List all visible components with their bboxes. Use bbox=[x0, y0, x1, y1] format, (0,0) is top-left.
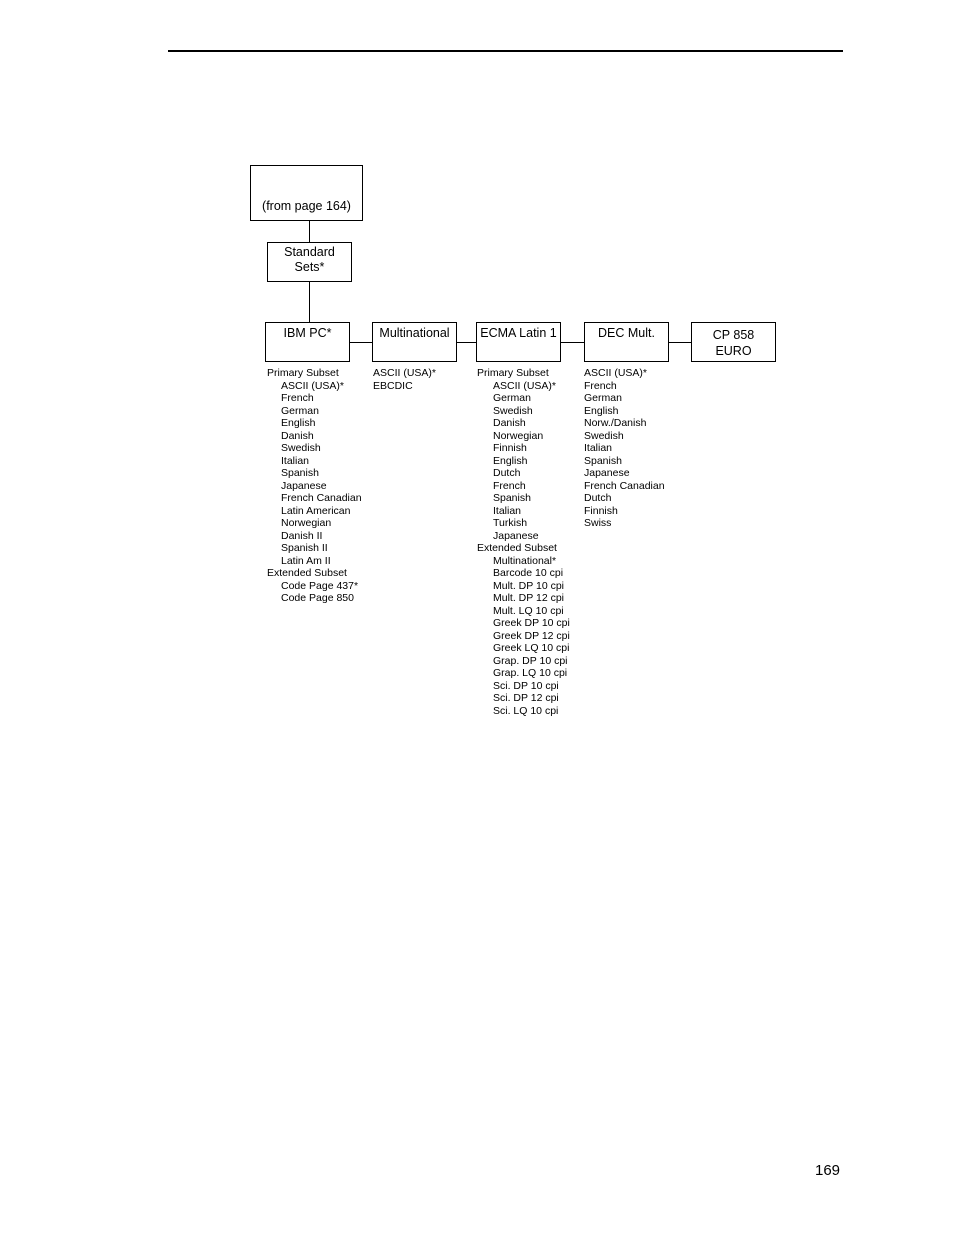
standard-sets-box bbox=[267, 242, 352, 282]
list-heading: Dutch bbox=[584, 492, 612, 504]
from-page-label: (from page 164) bbox=[262, 199, 351, 213]
list-item: ASCII (USA)* bbox=[281, 379, 345, 392]
list-item: Greek DP 10 cpi bbox=[493, 617, 570, 629]
cp858-label-line2: EURO bbox=[715, 344, 752, 358]
list-item: Danish bbox=[493, 417, 526, 429]
connector-dec-cp858 bbox=[669, 342, 691, 343]
ecma-latin-subset-list bbox=[477, 367, 570, 717]
list-item: Grap. DP 10 cpi bbox=[493, 654, 568, 667]
list-item: Latin Am II bbox=[281, 554, 331, 567]
list-item: Norwegian bbox=[493, 429, 544, 442]
list-item: Dutch bbox=[493, 467, 521, 479]
list-heading: Finnish bbox=[584, 504, 618, 517]
list-item: Code Page 850 bbox=[281, 592, 354, 604]
header-rule bbox=[168, 50, 843, 52]
connector-ibm-multinational bbox=[350, 342, 372, 343]
connector-multinational-ecma bbox=[457, 342, 476, 343]
list-item: Spanish bbox=[281, 467, 319, 479]
list-heading: French Canadian bbox=[584, 479, 665, 492]
list-item: French bbox=[281, 392, 314, 404]
list-item: Swedish bbox=[281, 442, 321, 454]
list-item: Japanese bbox=[493, 529, 539, 542]
list-heading: Norw./Danish bbox=[584, 417, 647, 429]
list-item: Swedish bbox=[493, 404, 533, 417]
list-item: Multinational* bbox=[493, 554, 557, 567]
list-heading: ASCII (USA)* bbox=[584, 367, 648, 379]
list-heading: EBCDIC bbox=[373, 379, 413, 392]
cp858-label-line1: CP 858 bbox=[712, 328, 755, 342]
ecma-latin-label: ECMA Latin 1 bbox=[480, 326, 557, 340]
list-item: English bbox=[281, 417, 316, 429]
list-item: Spanish II bbox=[281, 542, 328, 554]
list-item: French Canadian bbox=[281, 492, 362, 504]
list-heading: French bbox=[584, 379, 617, 392]
list-item: Italian bbox=[493, 504, 522, 517]
dec-mult-label: DEC Mult. bbox=[598, 326, 655, 340]
connector-ecma-dec bbox=[561, 342, 584, 343]
list-item: English bbox=[493, 454, 528, 467]
cp858-euro-box bbox=[691, 322, 776, 362]
list-heading: Italian bbox=[584, 442, 613, 454]
list-heading: German bbox=[584, 392, 622, 404]
list-item: Danish II bbox=[281, 529, 323, 542]
list-item: Greek LQ 10 cpi bbox=[493, 642, 570, 654]
list-item: Mult. LQ 10 cpi bbox=[493, 604, 564, 617]
list-heading: English bbox=[584, 404, 619, 417]
page-number: 169 bbox=[815, 1162, 841, 1179]
list-item: Latin American bbox=[281, 504, 351, 517]
list-item: Mult. DP 12 cpi bbox=[493, 592, 565, 604]
list-item: Greek DP 12 cpi bbox=[493, 629, 570, 642]
list-heading: Swedish bbox=[584, 429, 624, 442]
connector-standard-ibm bbox=[309, 282, 310, 322]
list-heading: Primary Subset bbox=[267, 367, 339, 379]
connector-from-standard bbox=[309, 221, 310, 242]
list-item: Finnish bbox=[493, 442, 527, 454]
list-heading: Spanish bbox=[584, 454, 622, 467]
list-item: Barcode 10 cpi bbox=[493, 567, 564, 579]
standard-sets-label-line1: Standard bbox=[284, 245, 335, 259]
list-heading: Japanese bbox=[584, 467, 630, 479]
list-heading: ASCII (USA)* bbox=[373, 367, 437, 379]
ecma-latin-box bbox=[476, 322, 561, 362]
ibm-pc-box bbox=[265, 322, 350, 362]
list-item: French bbox=[493, 479, 526, 492]
list-item: Spanish bbox=[493, 492, 531, 504]
list-item: Japanese bbox=[281, 479, 327, 492]
list-item: Norwegian bbox=[281, 517, 332, 529]
list-heading: Extended Subset bbox=[267, 567, 347, 579]
list-heading: Swiss bbox=[584, 517, 612, 529]
standard-sets-label-line2: Sets* bbox=[294, 260, 325, 274]
multinational-subset-list bbox=[373, 367, 436, 392]
list-item: German bbox=[281, 404, 319, 417]
ibm-pc-subset-list bbox=[267, 367, 362, 605]
multinational-box bbox=[372, 322, 457, 362]
dec-mult-box bbox=[584, 322, 669, 362]
list-item: Grap. LQ 10 cpi bbox=[493, 667, 568, 679]
list-item: Sci. DP 12 cpi bbox=[493, 692, 559, 704]
list-heading: Extended Subset bbox=[477, 542, 557, 554]
list-item: Danish bbox=[281, 429, 314, 442]
list-item: German bbox=[493, 392, 531, 404]
list-item: Mult. DP 10 cpi bbox=[493, 579, 565, 592]
multinational-label: Multinational bbox=[379, 326, 450, 340]
list-item: Sci. DP 10 cpi bbox=[493, 679, 559, 692]
list-heading: Primary Subset bbox=[477, 367, 549, 379]
ibm-pc-label: IBM PC* bbox=[283, 326, 332, 340]
list-item: Italian bbox=[281, 454, 310, 467]
from-page-box bbox=[250, 165, 363, 221]
dec-mult-subset-list bbox=[584, 367, 665, 530]
list-item: Sci. LQ 10 cpi bbox=[493, 704, 559, 717]
list-item: ASCII (USA)* bbox=[493, 379, 557, 392]
list-item: Turkish bbox=[493, 517, 528, 529]
list-item: Code Page 437* bbox=[281, 579, 359, 592]
